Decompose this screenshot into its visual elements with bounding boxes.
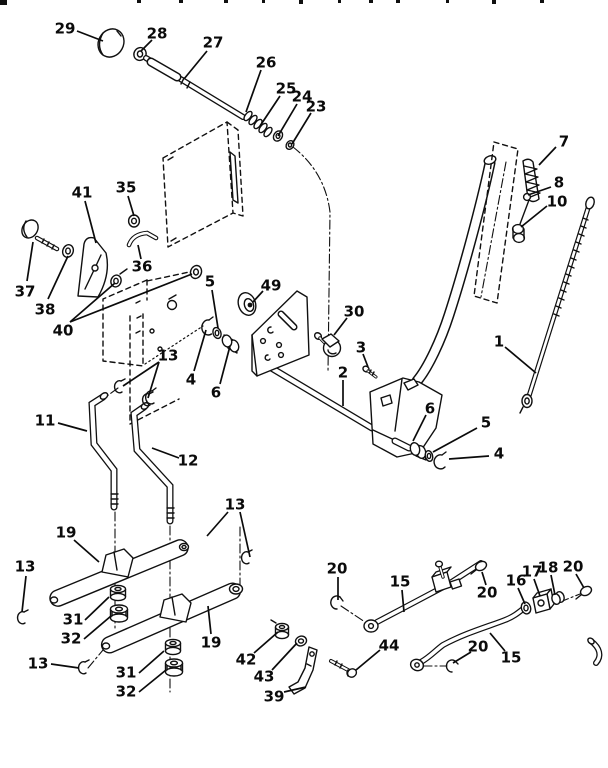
callout-leader-line xyxy=(220,346,230,384)
callout-number: 10 xyxy=(546,192,568,211)
callout-27 xyxy=(184,34,223,80)
callout-number: 19 xyxy=(200,633,222,652)
washer-43 xyxy=(294,635,308,648)
callout-20 xyxy=(453,638,488,664)
callout-20 xyxy=(563,558,584,589)
callout-number: 40 xyxy=(52,321,74,340)
callout-number: 20 xyxy=(476,583,498,602)
callout-number: 26 xyxy=(255,53,277,72)
callout-20 xyxy=(477,572,498,602)
callout-36 xyxy=(132,245,153,276)
callout-number: 19 xyxy=(55,523,77,542)
bolt-3 xyxy=(362,365,376,377)
callout-number: 2 xyxy=(337,363,349,382)
callout-leader-line xyxy=(48,256,68,299)
grommet-49 xyxy=(235,290,258,317)
callout-number: 41 xyxy=(71,183,93,202)
callout-28 xyxy=(141,25,167,52)
callout-number: 42 xyxy=(235,650,257,669)
callout-number: 18 xyxy=(537,558,559,577)
callout-leader-line xyxy=(246,70,261,112)
callout-number: 31 xyxy=(62,610,84,629)
bolt-44 xyxy=(331,661,358,679)
callout-49 xyxy=(253,277,281,303)
callout-leader-line xyxy=(194,330,206,371)
callout-number: 13 xyxy=(157,346,179,365)
trunnion-17 xyxy=(533,589,554,613)
flange-nut-32-b xyxy=(166,659,183,676)
callout-leader-line xyxy=(184,51,207,79)
callout-11 xyxy=(35,412,87,432)
callout-number: 11 xyxy=(34,411,56,430)
washer-40b xyxy=(189,264,204,280)
callout-leader-line xyxy=(84,616,111,639)
callout-29 xyxy=(55,20,103,42)
callout-number: 20 xyxy=(467,637,489,656)
console-panel-outline xyxy=(163,122,243,247)
washer-5-left xyxy=(212,326,223,339)
sector-bracket-41 xyxy=(78,238,107,297)
callout-leader-line xyxy=(278,104,297,136)
callout-3 xyxy=(356,339,368,368)
nut-35 xyxy=(129,215,140,227)
callout-number: 25 xyxy=(275,79,297,98)
callout-number: 3 xyxy=(355,338,367,357)
callout-15 xyxy=(490,633,521,667)
callout-number: 23 xyxy=(305,97,327,116)
callout-leader-line xyxy=(152,448,179,458)
callout-leader-line xyxy=(576,574,584,588)
callout-leader-line xyxy=(27,242,33,281)
callout-number: 37 xyxy=(14,282,36,301)
callout-leader-line xyxy=(240,512,250,557)
callout-leader-line xyxy=(292,113,311,144)
callout-5 xyxy=(433,414,491,453)
callout-number: 49 xyxy=(260,276,282,295)
page-edge-marks xyxy=(0,0,544,5)
callout-number: 35 xyxy=(115,178,137,197)
pivot-shaft-2 xyxy=(258,360,372,428)
callout-number: 4 xyxy=(185,370,197,389)
callout-leader-line xyxy=(212,290,218,328)
callout-number: 39 xyxy=(263,687,285,706)
callout-number: 20 xyxy=(326,559,348,578)
clamp-30 xyxy=(313,331,340,356)
shoulder-nut-31-a xyxy=(111,585,126,600)
callout-number: 1 xyxy=(493,332,505,351)
callout-38 xyxy=(35,256,68,319)
rod-end-fragment xyxy=(587,637,600,663)
callout-number: 43 xyxy=(253,667,275,686)
callout-6 xyxy=(211,346,230,402)
callout-number: 31 xyxy=(115,663,137,682)
clip-20-right xyxy=(576,585,593,599)
callout-4 xyxy=(186,330,206,389)
callout-number: 32 xyxy=(60,629,82,648)
callout-number: 32 xyxy=(115,682,137,701)
callout-35 xyxy=(116,179,137,217)
callout-leader-line xyxy=(433,428,477,452)
shoulder-nut-31-b xyxy=(166,639,181,654)
callout-number: 38 xyxy=(34,300,56,319)
callout-12 xyxy=(152,448,198,470)
callout-30 xyxy=(334,303,364,336)
callout-leader-line xyxy=(539,147,556,165)
callout-2 xyxy=(338,364,348,407)
callout-number: 13 xyxy=(224,495,246,514)
callout-19 xyxy=(56,524,99,563)
bushing-6-left xyxy=(221,334,240,353)
callout-leader-line xyxy=(51,664,79,668)
callout-leader-line xyxy=(356,650,380,670)
callout-number: 20 xyxy=(562,557,584,576)
callout-number: 36 xyxy=(131,257,153,276)
callout-number: 12 xyxy=(177,451,199,470)
callout-number: 4 xyxy=(493,444,505,463)
callout-37 xyxy=(15,242,36,301)
callout-leader-line xyxy=(334,318,347,335)
callout-leader-line xyxy=(260,96,280,126)
callout-20 xyxy=(327,560,348,601)
bolt-37 xyxy=(19,217,57,249)
callout-number: 27 xyxy=(202,33,224,52)
callout-leader-line xyxy=(139,651,164,673)
clip-20-a1 xyxy=(331,596,343,609)
callout-number: 5 xyxy=(204,272,216,291)
callout-number: 44 xyxy=(378,636,400,655)
callout-leader-line xyxy=(518,588,525,604)
callout-number: 30 xyxy=(343,302,365,321)
callout-number: 5 xyxy=(480,413,492,432)
callout-7 xyxy=(539,133,569,166)
callout-number: 7 xyxy=(558,132,570,151)
callout-leader-line xyxy=(449,456,489,459)
callout-leader-line xyxy=(505,347,536,373)
lift-rod-15-a xyxy=(364,561,481,632)
callout-number: 8 xyxy=(553,173,565,192)
callout-44 xyxy=(356,637,399,671)
link-8 xyxy=(520,194,530,224)
callout-number: 6 xyxy=(424,399,436,418)
callout-leader-line xyxy=(22,576,26,612)
callout-number: 6 xyxy=(210,383,222,402)
chassis-pivot-hole xyxy=(168,301,177,310)
callout-number: 15 xyxy=(389,572,411,591)
lift-link-11 xyxy=(92,391,118,507)
callout-13 xyxy=(207,496,250,558)
callout-number: 24 xyxy=(291,87,313,106)
callout-13 xyxy=(15,558,36,613)
callout-4 xyxy=(449,445,504,463)
lift-link-rod-1 xyxy=(520,196,596,413)
latch-lever-36 xyxy=(129,233,156,245)
callout-13 xyxy=(28,655,79,673)
callout-leader-line xyxy=(85,597,109,620)
callout-leader-line xyxy=(139,670,166,692)
callout-number: 13 xyxy=(14,557,36,576)
callout-13 xyxy=(123,347,178,399)
callout-43 xyxy=(254,643,297,686)
flange-nut-32-a xyxy=(111,605,128,622)
callout-layer xyxy=(15,20,584,706)
clip-4-right xyxy=(434,452,446,469)
callout-leader-line xyxy=(254,632,278,653)
callout-number: 29 xyxy=(54,19,76,38)
callout-42 xyxy=(236,632,278,669)
callout-leader-line xyxy=(85,201,96,243)
clamp-10 xyxy=(513,225,525,243)
callout-number: 17 xyxy=(521,562,543,581)
callout-leader-line xyxy=(207,512,228,536)
callout-1 xyxy=(494,333,536,374)
callout-number: 13 xyxy=(27,654,49,673)
callout-number: 16 xyxy=(505,571,527,590)
rod-knob-29 xyxy=(93,24,129,61)
callout-number: 28 xyxy=(146,24,168,43)
chassis-outline xyxy=(103,271,203,424)
callout-leader-line xyxy=(58,423,87,431)
mounting-plate xyxy=(252,291,309,376)
callout-leader-line xyxy=(77,31,103,41)
clip-13-left-b xyxy=(79,660,89,674)
callout-leader-line xyxy=(128,196,134,216)
callout-26 xyxy=(246,54,276,113)
callout-41 xyxy=(72,184,96,244)
callout-leader-line xyxy=(74,540,99,562)
callout-leader-line xyxy=(272,643,297,670)
callout-number: 15 xyxy=(500,648,522,667)
